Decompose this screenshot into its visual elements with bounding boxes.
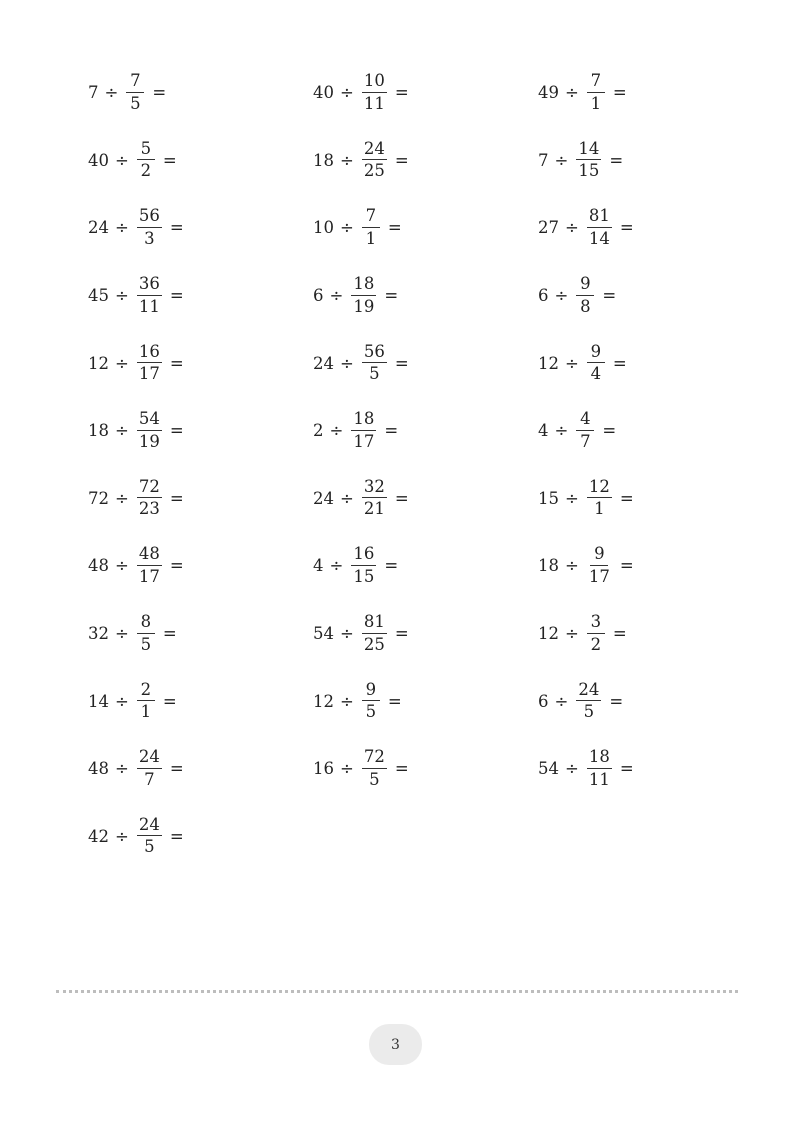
divide-sign: ÷: [340, 353, 354, 373]
numerator: 24: [362, 141, 387, 161]
denominator: 14: [588, 228, 610, 248]
fraction: [137, 138, 155, 181]
dividend: 40: [88, 150, 109, 170]
dividend: 7: [538, 150, 549, 170]
fraction: [587, 749, 612, 788]
fraction: [126, 73, 144, 112]
fraction: [137, 411, 162, 450]
denominator: 19: [138, 431, 160, 451]
equals-sign: =: [169, 556, 184, 576]
divide-sign: ÷: [554, 691, 569, 711]
dividend: 2: [313, 421, 324, 441]
equals-sign: =: [609, 150, 624, 170]
numerator: 36: [137, 276, 162, 296]
divide-sign: ÷: [554, 421, 569, 441]
division-problem: [313, 465, 538, 533]
dividend: 10: [313, 218, 334, 238]
fraction: [137, 814, 162, 857]
denominator: 11: [363, 93, 385, 113]
fraction: [587, 341, 605, 384]
divide-sign: ÷: [329, 421, 344, 441]
dividend: 27: [538, 218, 559, 238]
equals-sign: =: [162, 691, 177, 711]
equals-sign: =: [384, 286, 399, 306]
dividend: 16: [313, 759, 334, 779]
numerator: 8: [137, 614, 155, 634]
denominator: 1: [594, 499, 605, 519]
division-problem: [88, 329, 313, 397]
numerator: 16: [351, 546, 376, 566]
dividend: 4: [313, 556, 324, 576]
denominator: 17: [138, 364, 160, 384]
equals-sign: =: [162, 624, 177, 644]
divide-sign: ÷: [115, 624, 129, 644]
numerator: 18: [351, 276, 376, 296]
equals-sign: =: [169, 826, 184, 846]
denominator: 3: [144, 228, 155, 248]
divide-sign: ÷: [554, 286, 569, 306]
equals-sign: =: [619, 488, 634, 508]
equals-sign: =: [169, 421, 184, 441]
dividend: 12: [538, 353, 559, 373]
dividend: 6: [538, 691, 549, 711]
division-problem: [88, 397, 313, 465]
divide-sign: ÷: [115, 218, 129, 238]
equals-sign: =: [394, 150, 409, 170]
equals-sign: =: [612, 353, 627, 373]
fraction: [362, 476, 387, 519]
divide-sign: ÷: [115, 286, 129, 306]
numerator: 3: [587, 614, 605, 634]
divide-sign: ÷: [340, 488, 354, 508]
divide-sign: ÷: [104, 83, 119, 103]
division-problem: [88, 59, 313, 127]
division-problem: [538, 735, 763, 803]
denominator: 5: [144, 837, 155, 857]
dividend: 18: [313, 150, 334, 170]
equals-sign: =: [394, 488, 409, 508]
equals-sign: =: [169, 488, 184, 508]
equals-sign: =: [619, 556, 634, 576]
numerator: 9: [576, 276, 594, 296]
division-problem: [313, 329, 538, 397]
division-problem: [538, 397, 763, 465]
numerator: 14: [576, 141, 601, 161]
denominator: 7: [580, 431, 591, 451]
equals-sign: =: [169, 759, 184, 779]
numerator: 56: [362, 344, 387, 364]
fraction: [362, 341, 387, 384]
dividend: 12: [88, 353, 109, 373]
denominator: 1: [140, 702, 152, 722]
dividend: 7: [88, 83, 99, 103]
denominator: 23: [138, 499, 160, 519]
divide-sign: ÷: [115, 556, 129, 576]
numerator: 12: [587, 479, 612, 499]
dividend: 12: [538, 624, 559, 644]
numerator: 81: [587, 208, 612, 228]
divide-sign: ÷: [115, 759, 129, 779]
division-problem: [313, 667, 538, 735]
dividend: 48: [88, 556, 109, 576]
numerator: 10: [362, 73, 387, 93]
numerator: 4: [576, 411, 594, 431]
divide-sign: ÷: [340, 83, 354, 103]
numerator: 54: [137, 411, 162, 431]
numerator: 5: [137, 141, 155, 161]
divide-sign: ÷: [340, 759, 354, 779]
division-problem: [538, 600, 763, 668]
division-problem: [313, 127, 538, 195]
equals-sign: =: [609, 691, 624, 711]
division-problem: [538, 127, 763, 195]
divide-sign: ÷: [340, 218, 354, 238]
divide-sign: ÷: [340, 624, 354, 644]
divide-sign: ÷: [340, 150, 354, 170]
numerator: 24: [137, 817, 162, 837]
fraction: [362, 679, 380, 722]
division-problem: [538, 262, 763, 330]
fraction: [137, 341, 162, 384]
division-problem: [538, 194, 763, 262]
equals-sign: =: [387, 218, 402, 238]
denominator: 8: [580, 296, 591, 316]
division-problem: [88, 194, 313, 262]
fraction: [351, 411, 376, 450]
numerator: 7: [126, 73, 144, 93]
dividend: 45: [88, 286, 109, 306]
fraction: [587, 546, 612, 585]
equals-sign: =: [394, 624, 409, 644]
denominator: 21: [363, 499, 385, 519]
fraction: [362, 208, 380, 247]
denominator: 7: [144, 769, 155, 789]
division-problem: [88, 465, 313, 533]
numerator: 24: [137, 749, 162, 769]
dividend: 12: [313, 691, 334, 711]
numerator: 32: [362, 479, 387, 499]
equals-sign: =: [384, 556, 399, 576]
divide-sign: ÷: [565, 488, 579, 508]
divide-sign: ÷: [115, 421, 129, 441]
fraction: [362, 749, 387, 788]
dividend: 24: [88, 218, 109, 238]
numerator: 72: [362, 749, 387, 769]
denominator: 25: [363, 161, 385, 181]
equals-sign: =: [612, 624, 627, 644]
denominator: 5: [365, 702, 377, 722]
equals-sign: =: [169, 218, 184, 238]
numerator: 7: [362, 208, 380, 228]
numerator: 7: [587, 73, 605, 93]
equals-sign: =: [169, 286, 184, 306]
denominator: 5: [583, 702, 595, 722]
division-problem: [538, 465, 763, 533]
divide-sign: ÷: [115, 150, 129, 170]
denominator: 5: [369, 364, 380, 384]
denominator: 19: [353, 296, 375, 316]
divide-sign: ÷: [554, 150, 569, 170]
division-problem: [88, 735, 313, 803]
numerator: 24: [576, 682, 601, 702]
denominator: 1: [365, 228, 377, 248]
fraction: [576, 411, 594, 450]
equals-sign: =: [162, 150, 177, 170]
denominator: 5: [140, 634, 152, 654]
numerator: 72: [137, 479, 162, 499]
fraction: [137, 546, 162, 585]
division-problem: [88, 600, 313, 668]
division-problem: [313, 600, 538, 668]
divide-sign: ÷: [115, 826, 129, 846]
fraction: [137, 679, 155, 722]
division-problem: [313, 397, 538, 465]
fraction: [137, 749, 162, 788]
division-problem: [88, 127, 313, 195]
equals-sign: =: [602, 286, 617, 306]
denominator: 15: [578, 161, 600, 181]
equals-sign: =: [619, 759, 634, 779]
dotted-divider: [56, 990, 738, 993]
denominator: 17: [353, 431, 375, 451]
denominator: 4: [590, 364, 602, 384]
page-number: 3: [369, 1024, 422, 1065]
denominator: 2: [140, 161, 152, 181]
numerator: 81: [362, 614, 387, 634]
division-problem: [313, 532, 538, 600]
denominator: 5: [369, 769, 380, 789]
dividend: 54: [538, 759, 559, 779]
dividend: 18: [88, 421, 109, 441]
division-problem: [538, 329, 763, 397]
divide-sign: ÷: [565, 556, 579, 576]
division-problem: [88, 667, 313, 735]
numerator: 48: [137, 546, 162, 566]
numerator: 9: [590, 546, 608, 566]
dividend: 6: [313, 286, 324, 306]
dividend: 72: [88, 488, 109, 508]
problem-grid: [88, 59, 763, 870]
fraction: [362, 138, 387, 181]
equals-sign: =: [394, 83, 409, 103]
division-problem: [538, 532, 763, 600]
numerator: 18: [587, 749, 612, 769]
dividend: 54: [313, 624, 334, 644]
fraction: [587, 476, 612, 519]
denominator: 25: [363, 634, 385, 654]
fraction: [137, 276, 162, 315]
numerator: 16: [137, 344, 162, 364]
dividend: 48: [88, 759, 109, 779]
fraction: [362, 614, 387, 653]
divide-sign: ÷: [115, 488, 129, 508]
fraction: [137, 208, 162, 247]
division-problem: [88, 262, 313, 330]
division-problem: [313, 262, 538, 330]
dividend: 42: [88, 826, 109, 846]
divide-sign: ÷: [115, 691, 129, 711]
fraction: [137, 614, 155, 653]
equals-sign: =: [602, 421, 617, 441]
fraction: [576, 679, 601, 722]
dividend: 6: [538, 286, 549, 306]
numerator: 9: [362, 682, 380, 702]
fraction: [587, 208, 612, 247]
denominator: 11: [138, 296, 160, 316]
denominator: 17: [138, 566, 160, 586]
denominator: 1: [590, 93, 602, 113]
divide-sign: ÷: [565, 624, 579, 644]
equals-sign: =: [612, 83, 627, 103]
equals-sign: =: [387, 691, 402, 711]
numerator: 9: [587, 344, 605, 364]
numerator: 56: [137, 208, 162, 228]
numerator: 2: [137, 682, 155, 702]
denominator: 5: [130, 93, 141, 113]
dividend: 49: [538, 83, 559, 103]
dividend: 32: [88, 624, 109, 644]
division-problem: [313, 59, 538, 127]
divide-sign: ÷: [565, 353, 579, 373]
divide-sign: ÷: [329, 556, 344, 576]
fraction: [576, 138, 601, 181]
fraction: [351, 546, 376, 585]
dividend: 24: [313, 488, 334, 508]
divide-sign: ÷: [115, 353, 129, 373]
fraction: [587, 73, 605, 112]
fraction: [351, 276, 376, 315]
equals-sign: =: [394, 759, 409, 779]
equals-sign: =: [152, 83, 167, 103]
divide-sign: ÷: [565, 759, 579, 779]
divide-sign: ÷: [565, 83, 579, 103]
division-problem: [313, 194, 538, 262]
division-problem: [538, 59, 763, 127]
dividend: 15: [538, 488, 559, 508]
equals-sign: =: [384, 421, 399, 441]
dividend: 24: [313, 353, 334, 373]
divide-sign: ÷: [340, 691, 354, 711]
division-problem: [538, 667, 763, 735]
denominator: 11: [588, 769, 610, 789]
numerator: 18: [351, 411, 376, 431]
equals-sign: =: [619, 218, 634, 238]
fraction: [587, 614, 605, 653]
dividend: 4: [538, 421, 549, 441]
division-problem: [313, 735, 538, 803]
dividend: 40: [313, 83, 334, 103]
dividend: 14: [88, 691, 109, 711]
equals-sign: =: [394, 353, 409, 373]
divide-sign: ÷: [329, 286, 344, 306]
fraction: [362, 73, 387, 112]
denominator: 15: [353, 566, 375, 586]
divide-sign: ÷: [565, 218, 579, 238]
denominator: 17: [588, 566, 610, 586]
dividend: 18: [538, 556, 559, 576]
fraction: [137, 476, 162, 519]
fraction: [576, 276, 594, 315]
equals-sign: =: [169, 353, 184, 373]
division-problem: [88, 803, 313, 871]
denominator: 2: [590, 634, 602, 654]
division-problem: [88, 532, 313, 600]
